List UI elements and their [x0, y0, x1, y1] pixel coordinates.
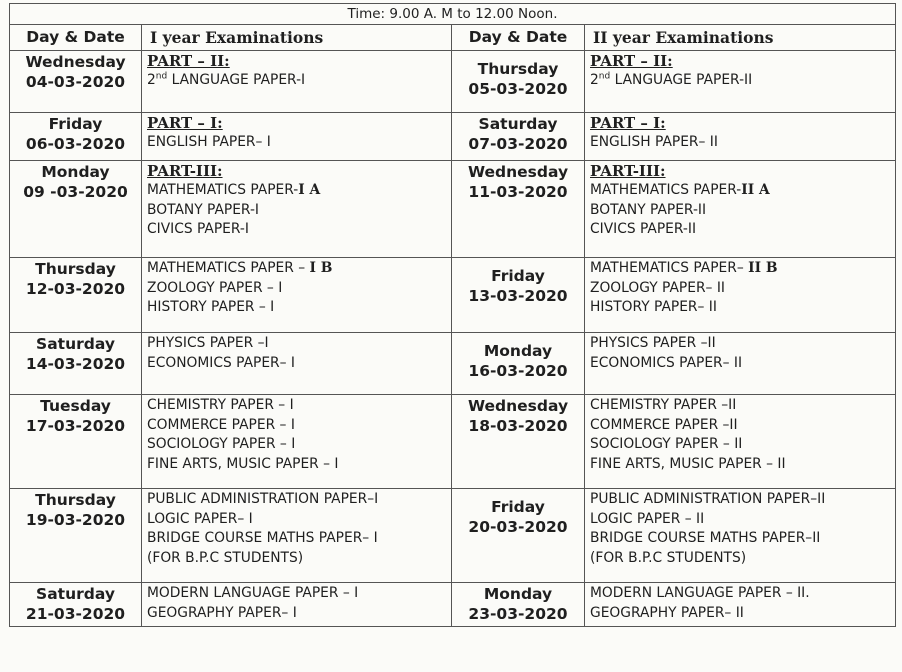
exam-line: ECONOMICS PAPER– I: [147, 354, 295, 371]
table-row: [10, 258, 896, 333]
table-row: [10, 161, 896, 258]
date: 19-03-2020: [25, 511, 126, 529]
day: Monday: [483, 585, 553, 603]
second-year-exam-cell: [585, 258, 896, 333]
date: 06-03-2020: [25, 135, 126, 153]
second-year-exam-cell: [585, 583, 896, 627]
day: Wednesday: [467, 397, 569, 415]
second-year-exam-cell: [585, 333, 896, 395]
header-second-year: II year Examinations: [585, 25, 896, 51]
part-heading: PART – II:: [147, 52, 230, 70]
day: Friday: [48, 115, 103, 133]
exam-line: FINE ARTS, MUSIC PAPER – I: [147, 455, 339, 472]
exam-line: HISTORY PAPER– II: [590, 299, 717, 315]
date: 07-03-2020: [468, 135, 568, 153]
first-year-date-cell: [10, 333, 142, 395]
table-row: [10, 333, 896, 395]
second-year-exam-cell: [585, 161, 896, 258]
exam-line: MODERN LANGUAGE PAPER – I: [147, 585, 359, 601]
header-first-year: I year Examinations: [142, 25, 452, 51]
part-heading: PART – I:: [590, 114, 666, 132]
day: Monday: [483, 342, 553, 360]
exam-line: ZOOLOGY PAPER– II: [590, 279, 725, 296]
exam-line: MATHEMATICS PAPER-II A: [590, 182, 770, 198]
header-row: [10, 25, 896, 51]
second-year-exam-cell: [585, 51, 896, 113]
second-year-date-cell: [452, 113, 585, 161]
second-year-date-cell: [452, 583, 585, 627]
exam-line: GEOGRAPHY PAPER– I: [147, 604, 297, 621]
header-day-date-1: Day & Date: [10, 25, 142, 51]
day: Tuesday: [40, 397, 111, 415]
table-row: [10, 51, 896, 113]
time-row: [10, 4, 896, 25]
first-year-exam-cell: [142, 113, 452, 161]
first-year-exam-cell: [142, 583, 452, 627]
date: 11-03-2020: [468, 183, 568, 201]
exam-line: MATHEMATICS PAPER– II B: [590, 260, 778, 276]
day: Saturday: [36, 585, 115, 603]
exam-line: CIVICS PAPER-I: [147, 221, 249, 237]
first-year-exam-cell: [142, 333, 452, 395]
exam-line: GEOGRAPHY PAPER– II: [590, 604, 744, 621]
date: 05-03-2020: [468, 80, 568, 98]
date: 21-03-2020: [25, 605, 126, 623]
exam-line: CHEMISTRY PAPER –II: [590, 397, 737, 413]
date: 13-03-2020: [468, 287, 568, 305]
table-row: [10, 583, 896, 627]
first-year-date-cell: [10, 51, 142, 113]
day: Thursday: [35, 491, 116, 509]
first-year-exam-cell: [142, 395, 452, 489]
second-year-date-cell: [452, 258, 585, 333]
exam-line: BRIDGE COURSE MATHS PAPER– I: [147, 530, 378, 546]
day: Friday: [491, 267, 545, 285]
exam-line: MATHEMATICS PAPER – I B: [147, 260, 333, 276]
exam-line: CIVICS PAPER-II: [590, 221, 697, 237]
exam-line: (FOR B.P.C STUDENTS): [147, 549, 304, 566]
date: 14-03-2020: [25, 355, 126, 373]
exam-line: MATHEMATICS PAPER-I A: [147, 182, 321, 198]
first-year-date-cell: [10, 258, 142, 333]
exam-line: LOGIC PAPER – II: [590, 510, 705, 527]
date: 12-03-2020: [25, 280, 126, 298]
second-year-exam-cell: [585, 113, 896, 161]
exam-line: CHEMISTRY PAPER – I: [147, 397, 294, 413]
first-year-exam-cell: [142, 161, 452, 258]
exam-line: PHYSICS PAPER –I: [147, 335, 269, 351]
exam-line: ECONOMICS PAPER– II: [590, 354, 743, 371]
date: 17-03-2020: [25, 417, 126, 435]
day: Thursday: [477, 60, 559, 78]
exam-line: PUBLIC ADMINISTRATION PAPER–I: [147, 491, 379, 507]
date: 20-03-2020: [468, 518, 568, 536]
date: 23-03-2020: [468, 605, 568, 623]
exam-line: COMMERCE PAPER –II: [590, 416, 738, 433]
day: Wednesday: [467, 163, 569, 181]
exam-line: 2nd LANGUAGE PAPER-I: [147, 71, 306, 88]
exam-line: ZOOLOGY PAPER – I: [147, 279, 283, 296]
exam-line: PHYSICS PAPER –II: [590, 335, 716, 351]
exam-line: SOCIOLOGY PAPER – I: [147, 436, 296, 452]
first-year-exam-cell: [142, 489, 452, 583]
date: 16-03-2020: [468, 362, 568, 380]
first-year-date-cell: [10, 113, 142, 161]
day: Saturday: [36, 335, 115, 353]
exam-line: ENGLISH PAPER– I: [147, 134, 271, 150]
exam-line: MODERN LANGUAGE PAPER – II.: [590, 585, 810, 601]
second-year-date-cell: [452, 489, 585, 583]
second-year-date-cell: [452, 333, 585, 395]
header-day-date-2: Day & Date: [452, 25, 585, 51]
part-heading: PART-III:: [590, 162, 666, 180]
exam-line: FINE ARTS, MUSIC PAPER – II: [590, 455, 786, 472]
exam-timetable: [9, 3, 896, 627]
exam-time: Time: 9.00 A. M to 12.00 Noon.: [10, 4, 896, 25]
part-heading: PART – II:: [590, 52, 673, 70]
exam-line: PUBLIC ADMINISTRATION PAPER–II: [590, 491, 826, 507]
day: Thursday: [35, 260, 116, 278]
exam-line: COMMERCE PAPER – I: [147, 416, 295, 433]
date: 04-03-2020: [25, 73, 126, 91]
first-year-date-cell: [10, 583, 142, 627]
exam-line: LOGIC PAPER– I: [147, 510, 253, 527]
second-year-exam-cell: [585, 395, 896, 489]
day: Saturday: [478, 115, 558, 133]
second-year-date-cell: [452, 51, 585, 113]
day: Wednesday: [25, 53, 126, 71]
exam-line: BOTANY PAPER-II: [590, 201, 707, 218]
exam-line: BRIDGE COURSE MATHS PAPER–II: [590, 530, 821, 546]
first-year-exam-cell: [142, 258, 452, 333]
table-row: [10, 489, 896, 583]
exam-line: 2nd LANGUAGE PAPER-II: [590, 71, 753, 88]
first-year-exam-cell: [142, 51, 452, 113]
second-year-date-cell: [452, 395, 585, 489]
first-year-date-cell: [10, 489, 142, 583]
part-heading: PART – I:: [147, 114, 223, 132]
exam-line: BOTANY PAPER-I: [147, 201, 259, 218]
exam-line: ENGLISH PAPER– II: [590, 134, 718, 150]
date: 18-03-2020: [468, 417, 568, 435]
day: Monday: [41, 163, 110, 181]
table-row: [10, 113, 896, 161]
first-year-date-cell: [10, 395, 142, 489]
exam-line: HISTORY PAPER – I: [147, 299, 275, 315]
exam-line: SOCIOLOGY PAPER – II: [590, 436, 743, 452]
day: Friday: [491, 498, 545, 516]
table-row: [10, 395, 896, 489]
part-heading: PART-III:: [147, 162, 223, 180]
date: 09 -03-2020: [23, 183, 128, 201]
first-year-date-cell: [10, 161, 142, 258]
exam-line: (FOR B.P.C STUDENTS): [590, 549, 747, 566]
second-year-exam-cell: [585, 489, 896, 583]
second-year-date-cell: [452, 161, 585, 258]
